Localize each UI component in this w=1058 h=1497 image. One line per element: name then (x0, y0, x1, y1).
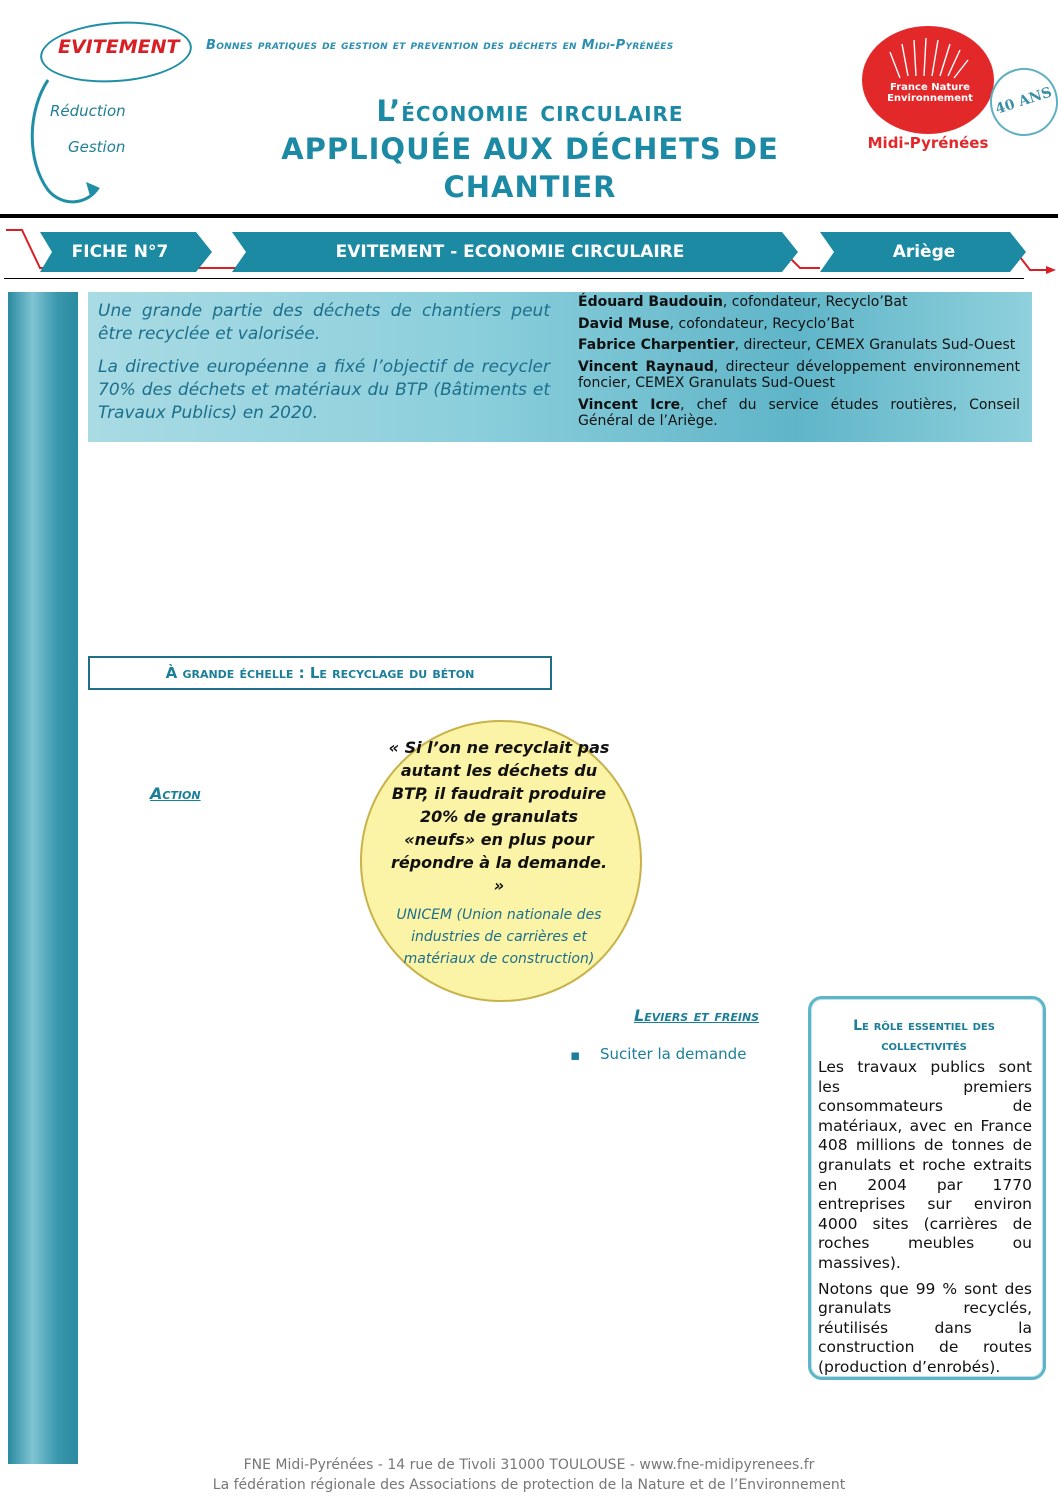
title-line-2: APPLIQUÉE AUX DÉCHETS DE (281, 132, 779, 166)
logo-reduction-label: Réduction (50, 102, 126, 120)
fne-region-label: Midi-Pyrénées (858, 134, 998, 156)
contributor-item (578, 397, 1020, 430)
bullet-icon: ▪ (570, 1046, 581, 1064)
logo-evitement-label: EVITEMENT (58, 36, 180, 58)
contributor-name: Vincent Raynaud (578, 358, 714, 375)
banner-theme-label: EVITEMENT - ECONOMIE CIRCULAIRE (335, 242, 685, 262)
fne-name-line1: France Nature (890, 82, 970, 93)
fne-name-line2: Environnement (887, 93, 973, 104)
contributor-role: , directeur développement environnement foncier, CEMEX Granulats Sud-Ouest (578, 358, 1020, 391)
page-title (250, 92, 810, 206)
fne-name (880, 82, 980, 104)
footer-federation: La fédération régionale des Associations de protection de la Nature et de l’Environnement (212, 1477, 846, 1493)
contributor-item (578, 359, 1020, 392)
intro-paragraph-1: Une grande partie des déchets de chantiers peut être recyclée et valorisée. (98, 301, 550, 344)
header-tagline: Bonnes pratiques de gestion et prevention des déchets en Midi-Pyrénées (206, 38, 674, 53)
leviers-heading: Leviers et freins (634, 1006, 760, 1025)
contributor-name: Édouard Baudouin (578, 294, 723, 310)
contributors-list (578, 294, 1020, 435)
intro-paragraph-2: La directive européenne a fixé l’objectif de recycler 70% des déchets et matériaux du BTP (Bâtiments et Travaux Publics) en 2020. (98, 357, 550, 423)
contributor-role: , directeur, CEMEX Granulats Sud-Ouest (734, 337, 1016, 353)
quote-source: UNICEM (Union nationale des industries de carrières et matériaux de construction) (396, 907, 602, 967)
intro-text (98, 300, 550, 435)
quote-text: « Si l’on ne recyclait pas autant les déchets du BTP, il faudrait produire 20% de granulats «neufs» en plus pour répondre à la demande. » (388, 738, 610, 895)
collectivites-paragraph-2: Notons que 99 % sont des granulats recyclés, réutilisés dans la construction de routes (production d’enrobés). (818, 1279, 1032, 1376)
collectivites-title: Le rôle essentiel des collectivités (853, 1018, 995, 1054)
contributor-name: David Muse (578, 315, 670, 332)
contributor-item (578, 337, 1020, 354)
action-heading: Action (150, 784, 201, 803)
anniversary-stamp: 40 ANS (981, 59, 1058, 145)
section-title: À grande échelle : Le recyclage du béton (88, 656, 552, 690)
contributor-name: Vincent Icre (578, 396, 681, 413)
contributor-role: , chef du service études routières, Conseil Général de l’Ariège. (578, 396, 1021, 429)
hedgehog-icon (880, 34, 980, 82)
contributor-item (578, 316, 1020, 333)
title-line-3: CHANTIER (443, 170, 617, 204)
collectivites-body (818, 1058, 1032, 1384)
page-footer (0, 1455, 1058, 1495)
banner-fiche-label: FICHE N°7 (71, 242, 169, 262)
banner-underline (4, 278, 1024, 287)
footer-address: FNE Midi-Pyrénées - 14 rue de Tivoli 31000 TOULOUSE - www.fne-midipyrenees.fr (243, 1457, 815, 1473)
header-rule (0, 214, 1058, 218)
contributor-role: , cofondateur, Recyclo’Bat (722, 294, 908, 310)
contributor-item (578, 294, 1020, 311)
contributor-role: , cofondateur, Recyclo’Bat (669, 315, 855, 332)
title-line-1: L’économie circulaire (376, 94, 684, 128)
banner-department-label: Ariège (892, 242, 956, 262)
collectivites-paragraph-1: Les travaux publics sont les premiers consommateurs de matériaux, avec en France 408 millions de tonnes de granulats et roche extraits en 2004 par 1770 entreprises sur environ 4000 sites (carrières de roches meubles ou massives). (818, 1058, 1032, 1272)
leviers-item: Suciter la demande (600, 1045, 747, 1063)
logo-gestion-label: Gestion (68, 138, 126, 156)
decorative-side-strip (8, 292, 78, 1464)
contributor-name: Fabrice Charpentier (578, 337, 735, 353)
